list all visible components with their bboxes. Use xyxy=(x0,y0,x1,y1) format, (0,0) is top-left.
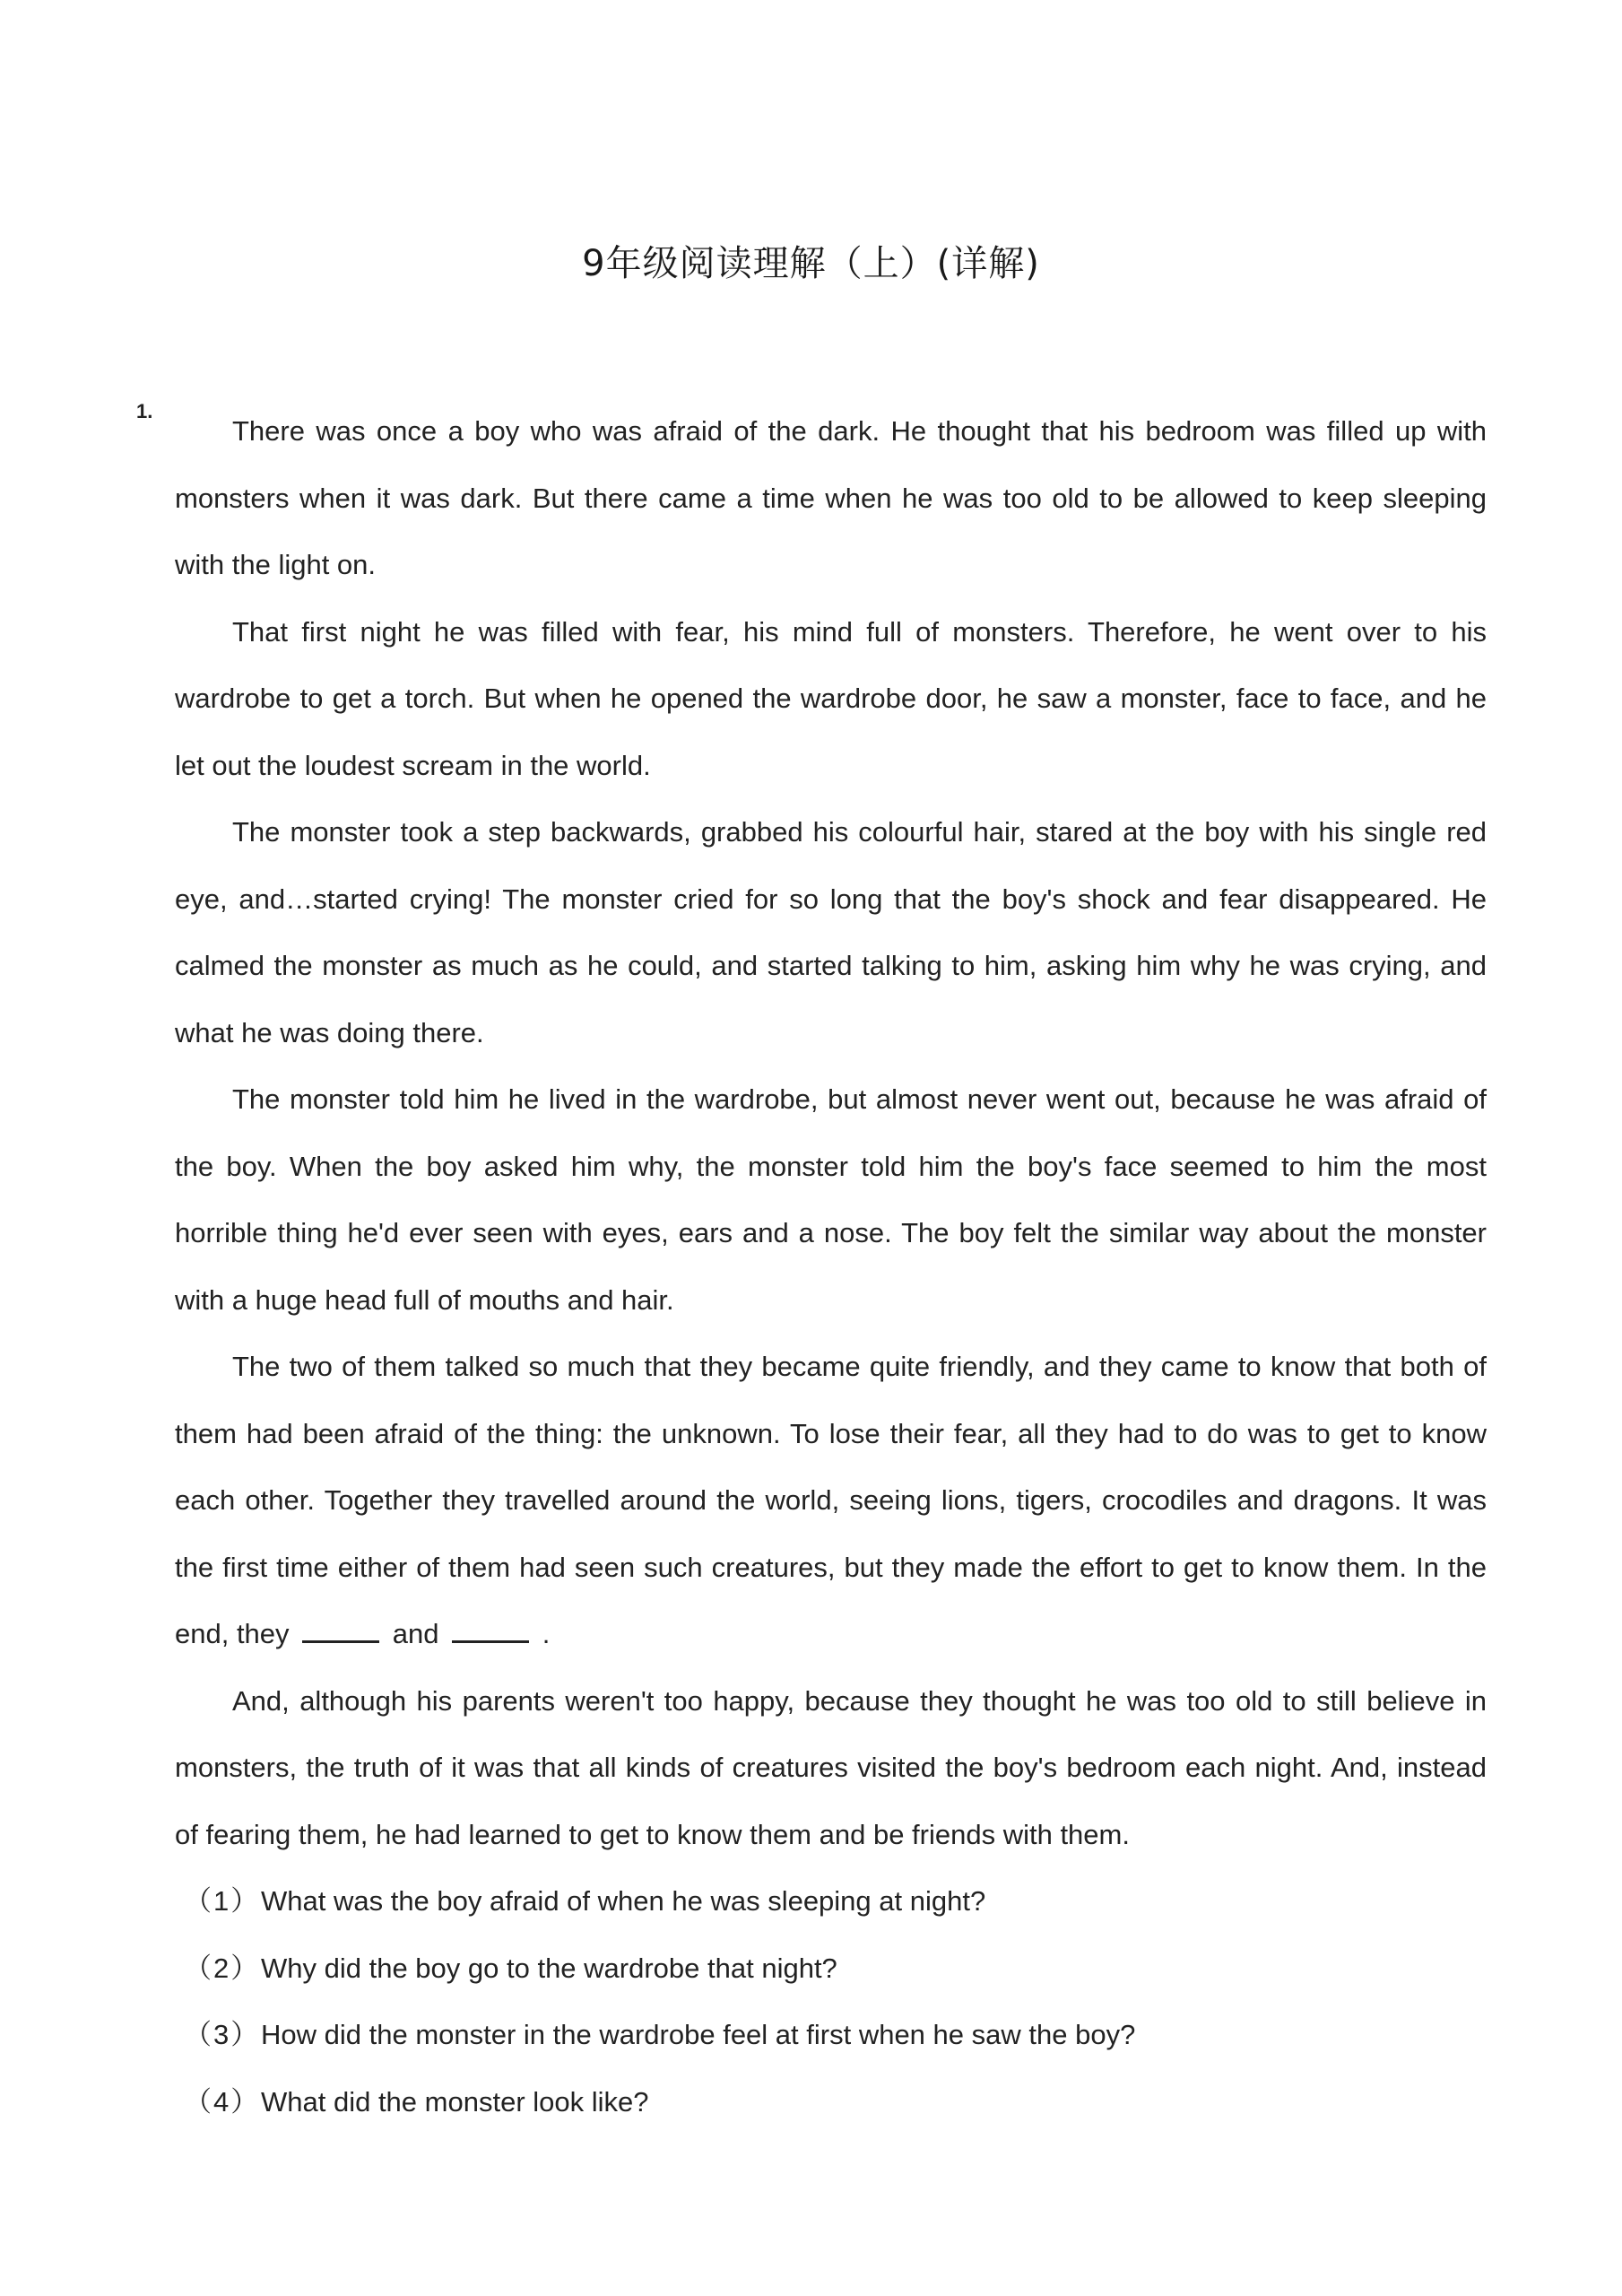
answer-blank-2[interactable] xyxy=(452,1617,529,1643)
question-number: 1. xyxy=(136,400,153,422)
question-item-4 xyxy=(175,2069,1487,2136)
question-item-1 xyxy=(175,1868,1487,1935)
paragraph-1: There was once a boy who was afraid of the dark. He thought that his bedroom was filled up with monsters when it was dark. But there came a time when he was too old to be allowed to keep sleeping with the light on. xyxy=(175,415,1487,580)
paragraph-6: And, although his parents weren't too happy, because they thought he was too old to still believe in monsters, the truth of it was that all kinds of creatures visited the boy's bedroom each night. And, instead of fearing them, he had learned to get to know them and be friends with them. xyxy=(175,1684,1487,1850)
question-item-number: （1） xyxy=(184,1885,261,1917)
question-item-number: （3） xyxy=(184,2019,261,2050)
paragraph-4: The monster told him he lived in the wardrobe, but almost never went out, because he was afraid of the boy. When the boy asked him why, the monster told him the boy's face seemed to him the most horrible thing he'd ever seen with eyes, ears and a nose. The boy felt the similar way about the monster with a huge head full of mouths and hair. xyxy=(175,1083,1487,1316)
page-title: 9年级阅读理解（上）(详解) xyxy=(582,243,1040,284)
paragraph-5 xyxy=(175,1334,1487,1668)
question-item-text: How did the monster in the wardrobe feel at first when he saw the boy? xyxy=(261,2019,1136,2050)
question-item-3 xyxy=(175,2002,1487,2069)
answer-blank-1[interactable] xyxy=(302,1617,379,1643)
paragraph-5-and: and xyxy=(392,1618,439,1649)
paragraph-5-end: . xyxy=(542,1618,551,1649)
paragraph-2: That first night he was filled with fear, his mind full of monsters. Therefore, he went over to his wardrobe to get a torch. But when he opened the wardrobe door, he saw a monster, face to face, and he let out the loudest scream in the world. xyxy=(175,615,1487,781)
paragraph-5-text: The two of them talked so much that they became quite friendly, and they came to know that both of them had been afraid of the thing: the unknown. To lose their fear, all they had to do was to get to know each other. Together they travelled around the world, seeing lions, tigers, crocodiles and dragons. It was the first time either of them had seen such creatures, but they made the effort to get to know them. In the end, they xyxy=(175,1351,1487,1649)
question-item-text: What did the monster look like? xyxy=(261,2085,649,2118)
question-item-number: （2） xyxy=(184,1952,261,1984)
question-item-text: Why did the boy go to the wardrobe that night? xyxy=(261,1952,837,1984)
question-item-text: What was the boy afraid of when he was sleeping at night? xyxy=(261,1885,986,1917)
question-item-number: （4） xyxy=(184,2085,261,2118)
reading-passage xyxy=(175,398,1487,2135)
paragraph-3: The monster took a step backwards, grabbed his colourful hair, stared at the boy with his single red eye, and…started crying! The monster cried for so long that the boy's shock and fear disappeared. He calmed the monster as much as he could, and started talking to him, asking him why he was crying, and what he was doing there. xyxy=(175,816,1487,1048)
question-item-2 xyxy=(175,1935,1487,2003)
